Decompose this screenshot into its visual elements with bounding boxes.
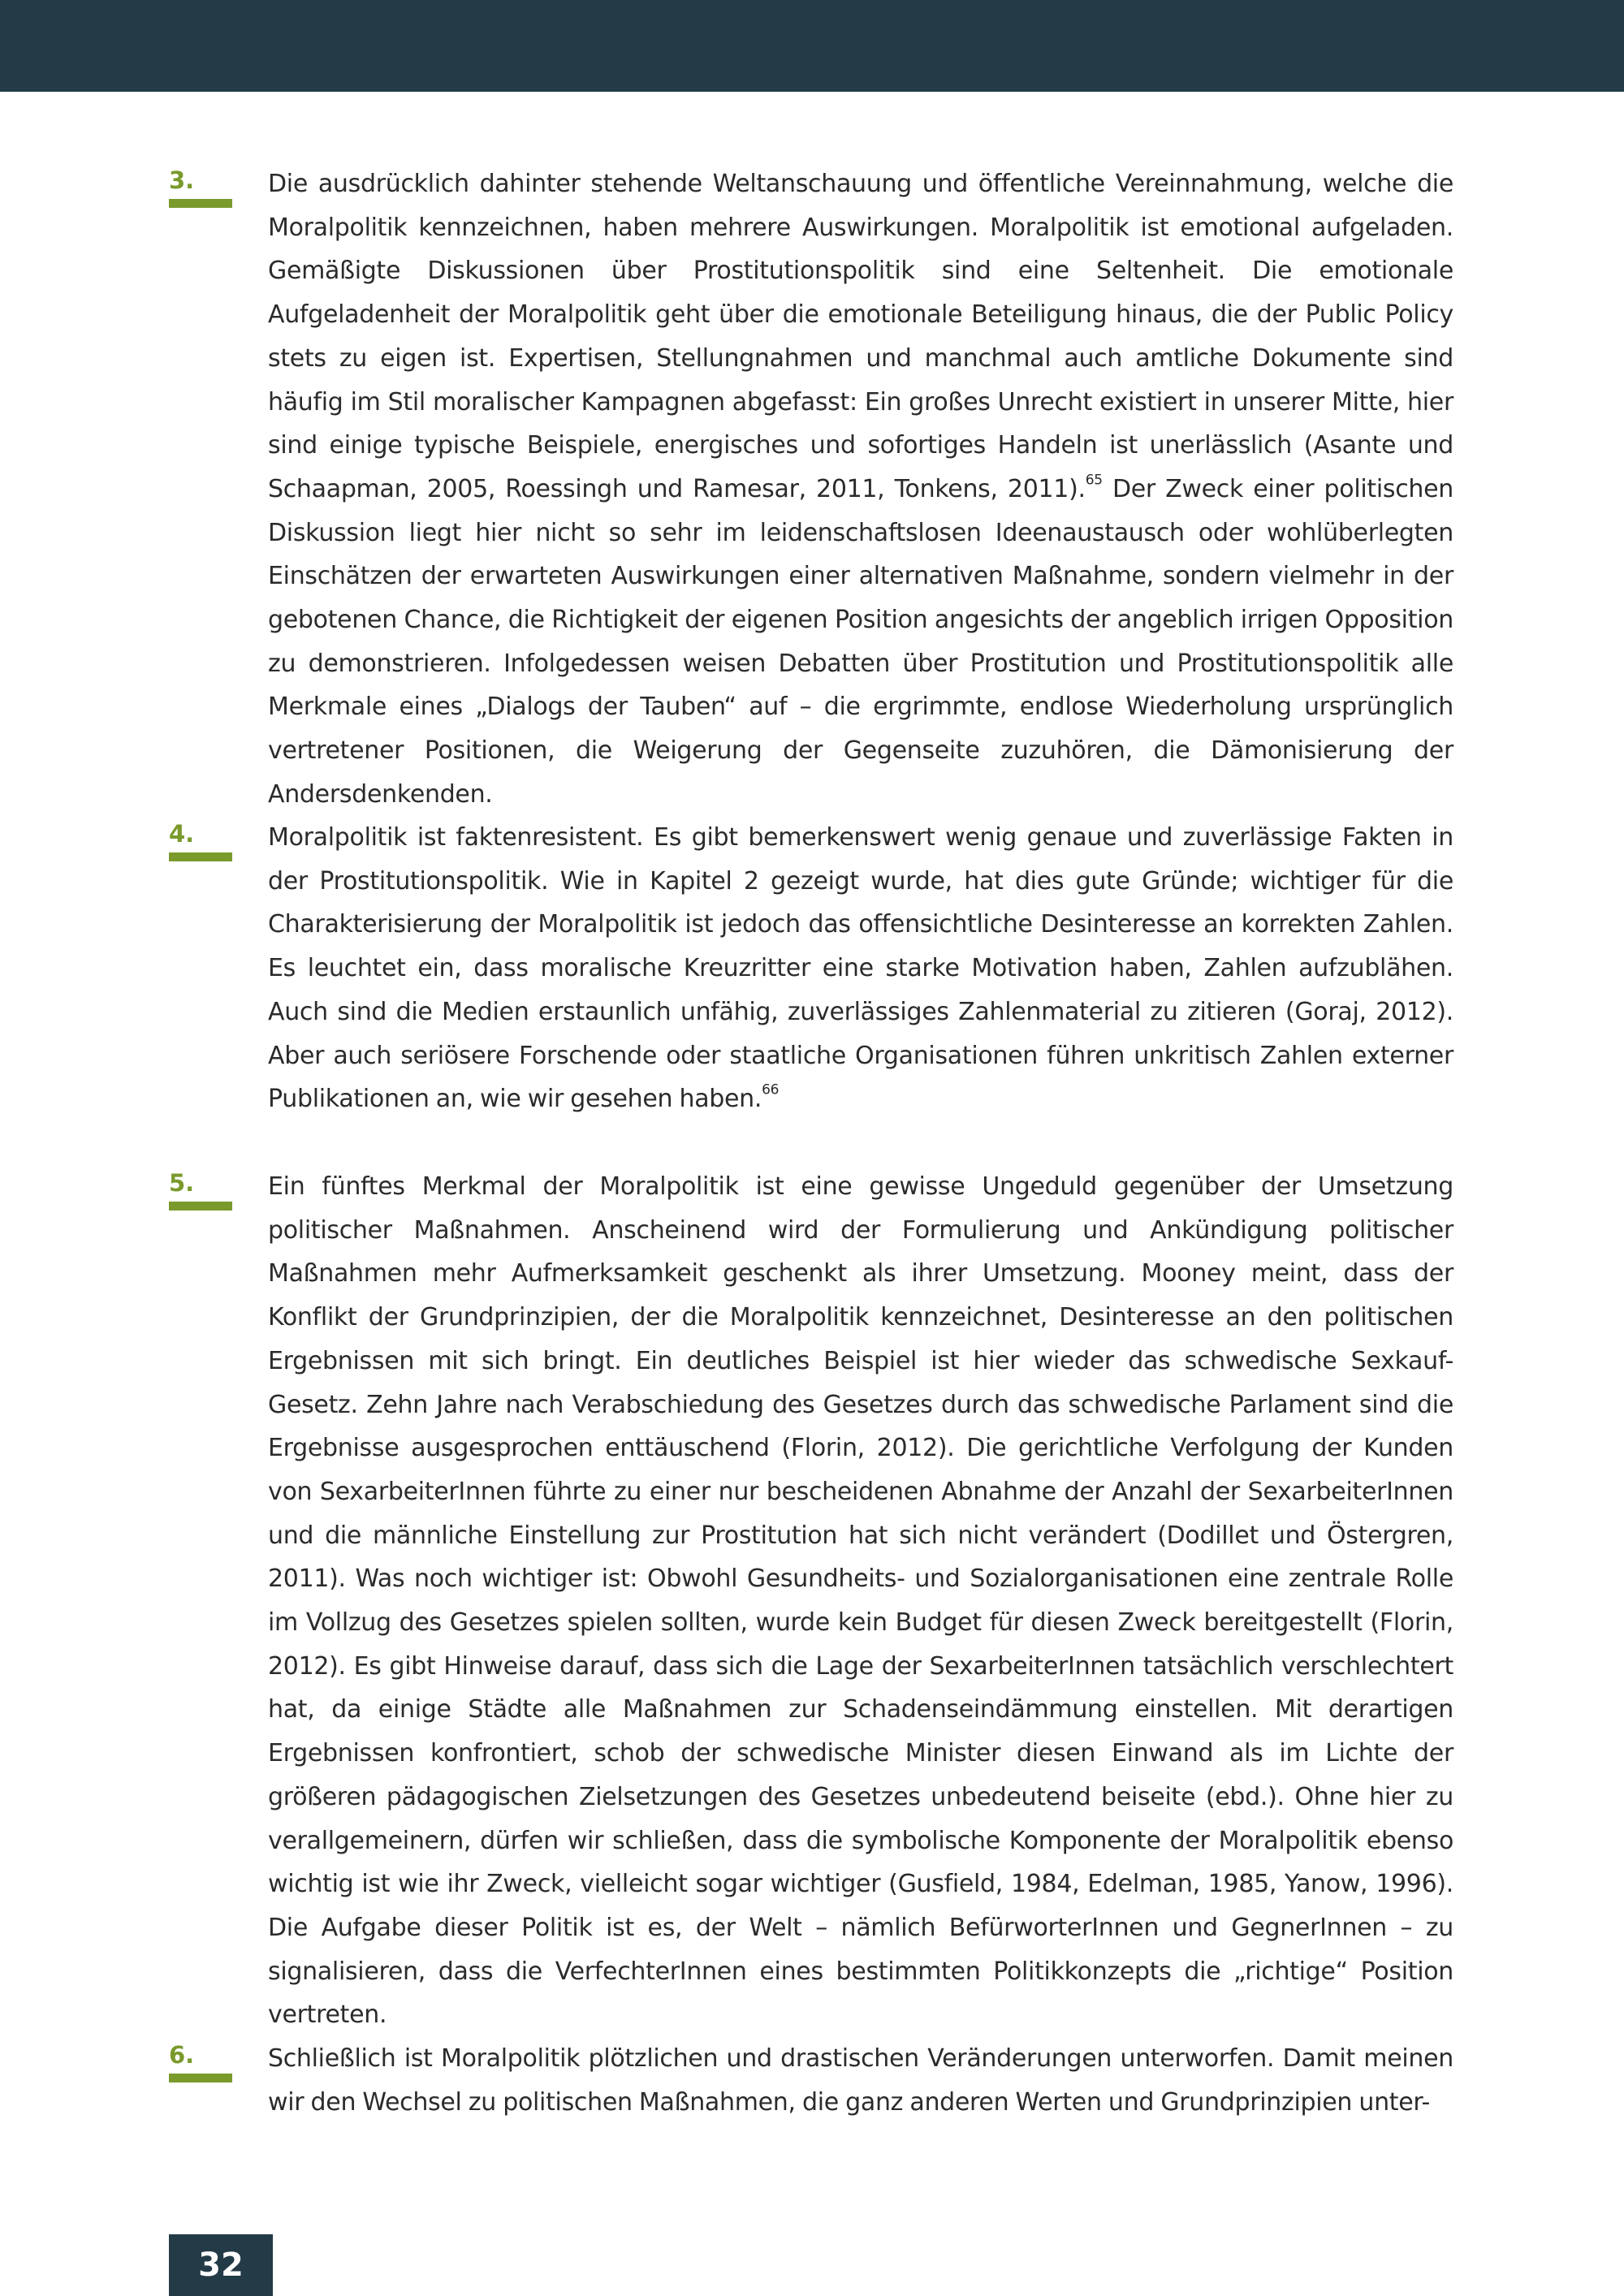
item-number: 5. (169, 1169, 195, 1197)
item-paragraph (268, 162, 1453, 817)
item-paragraph (268, 816, 1453, 1121)
item-number-underline (169, 199, 232, 208)
item-number: 6. (169, 2041, 195, 2069)
item-number: 3. (169, 166, 195, 194)
header-bar (0, 0, 1624, 92)
item-number: 4. (169, 820, 195, 848)
item-text: Die ausdrücklich dahinter stehende Weltanschauung und öffentliche Vereinnahmung, welche die Moralpolitik kennzeichnen, haben mehrere Auswirkungen. Moralpolitik ist emotional aufgeladen. Gemäßigte Diskussionen über Prostitutionspolitik sind eine Seltenheit. Die emotionale Aufgeladenheit der Moralpolitik geht über die emotionale Beteiligung hinaus, die der Public Policy stets zu eigen ist. Expertisen, Stellungnahmen und manchmal auch amtliche Dokumente sind häufig im Stil moralischer Kampagnen abgefasst: Ein großes Unrecht existiert in unserer Mitte, hier sind einige typische Beispiele, energisches und sofortiges Handeln ist unerlässlich (Asante und Schaapman, 2005, Roessingh und Ramesar, 2011, Tonkens, 2011). (268, 170, 1453, 503)
item-text: Moralpolitik ist faktenresistent. Es gibt bemerkenswert wenig genaue und zuverlässige Fakten in der Prostitutionspolitik. Wie in Kapitel 2 gezeigt wurde, hat dies gute Gründe; wichtiger für die Charakterisierung der Moralpolitik ist jedoch das offensichtliche Desinteresse an korrekten Zahlen. Es leuchtet ein, dass moralische Kreuzritter eine starke Motivation haben, Zahlen aufzublähen. Auch sind die Medien erstaunlich unfähig, zuverlässiges Zahlenmaterial zu zitieren (Goraj, 2012). Aber auch seriösere Forschende oder staatliche Organisationen führen unkritisch Zahlen externer Publikationen an, wie wir gesehen haben. (268, 823, 1453, 1114)
footnote-ref-65[interactable]: 65 (1085, 472, 1103, 489)
item-text-continued: Der Zweck einer politischen Diskussion liegt hier nicht so sehr im leidenschaftslosen Ideenaustausch oder wohlüberlegten Einschätzen der erwarteten Auswirkungen einer alternativen Maßnahme, sondern vielmehr in der gebotenen Chance, die Richtigkeit der eigenen Position angesichts der angeblich irrigen Opposition zu demonstrieren. Infolgedessen weisen Debatten über Prostitution und Prostitutionspolitik alle Merkmale eines „Dialogs der Tauben“ auf – die ergrimmte, endlose Wiederholung ursprünglich vertretener Positionen, die Weigerung der Gegenseite zuzuhören, die Dämonisierung der Andersdenkenden. (268, 474, 1453, 809)
item-number-underline (169, 852, 232, 861)
page-number: 32 (169, 2234, 273, 2296)
item-number-underline (169, 1202, 232, 1211)
item-paragraph (268, 2037, 1453, 2124)
item-number-underline (169, 2074, 232, 2082)
footnote-ref-66[interactable]: 66 (762, 1081, 780, 1098)
item-text: Schließlich ist Moralpolitik plötzlichen und drastischen Veränderungen unterworfen. Damit meinen wir den Wechsel zu politischen Maßnahmen, die ganz anderen Werten und Grundprinzipien unter- (268, 2044, 1453, 2117)
item-text: Ein fünftes Merkmal der Moralpolitik ist eine gewisse Ungeduld gegenüber der Umsetzung politischer Maßnahmen. Anscheinend wird der Formulierung und Ankündigung politischer Maßnahmen mehr Aufmerksamkeit geschenkt als ihrer Umsetzung. Mooney meint, dass der Konflikt der Grundprinzipien, der die Moralpolitik kennzeichnet, Desinteresse an den politischen Ergebnissen mit sich bringt. Ein deutliches Beispiel ist hier wieder das schwedische Sexkauf-Gesetz. Zehn Jahre nach Verabschiedung des Gesetzes durch das schwedische Parlament sind die Ergebnisse ausgesprochen enttäuschend (Florin, 2012). Die gerichtliche Verfolgung der Kunden von SexarbeiterInnen führte zu einer nur bescheidenen Abnahme der Anzahl der SexarbeiterInnen und die männliche Einstellung zur Prostitution hat sich nicht verändert (Dodillet und Östergren, 2011). Was noch wichtiger ist: Obwohl Gesundheits- und Sozialorganisationen eine zentrale Rolle im Vollzug des Gesetzes spielen sollten, wurde kein Budget für diesen Zweck bereitgestellt (Florin, 2012). Es gibt Hinweise darauf, dass sich die Lage der SexarbeiterInnen tatsächlich verschlechtert hat, da einige Städte alle Maßnahmen zur Schadenseindämmung einstellen. Mit derartigen Ergebnissen konfrontiert, schob der schwedische Minister diesen Einwand als im Lichte der größeren pädagogischen Zielsetzungen des Gesetzes unbedeutend beiseite (ebd.). Ohne hier zu verallgemeinern, dürfen wir schließen, dass die symbolische Komponente der Moralpolitik ebenso wichtig ist wie ihr Zweck, vielleicht sogar wichtiger (Gusfield, 1984, Edelman, 1985, Yanow, 1996). Die Aufgabe dieser Politik ist es, der Welt – nämlich BefürworterInnen und GegnerInnen – zu signalisieren, dass die VerfechterInnen eines bestimmten Politikkonzepts die „richtige“ Position vertreten. (268, 1172, 1453, 2030)
item-paragraph (268, 1165, 1453, 2037)
